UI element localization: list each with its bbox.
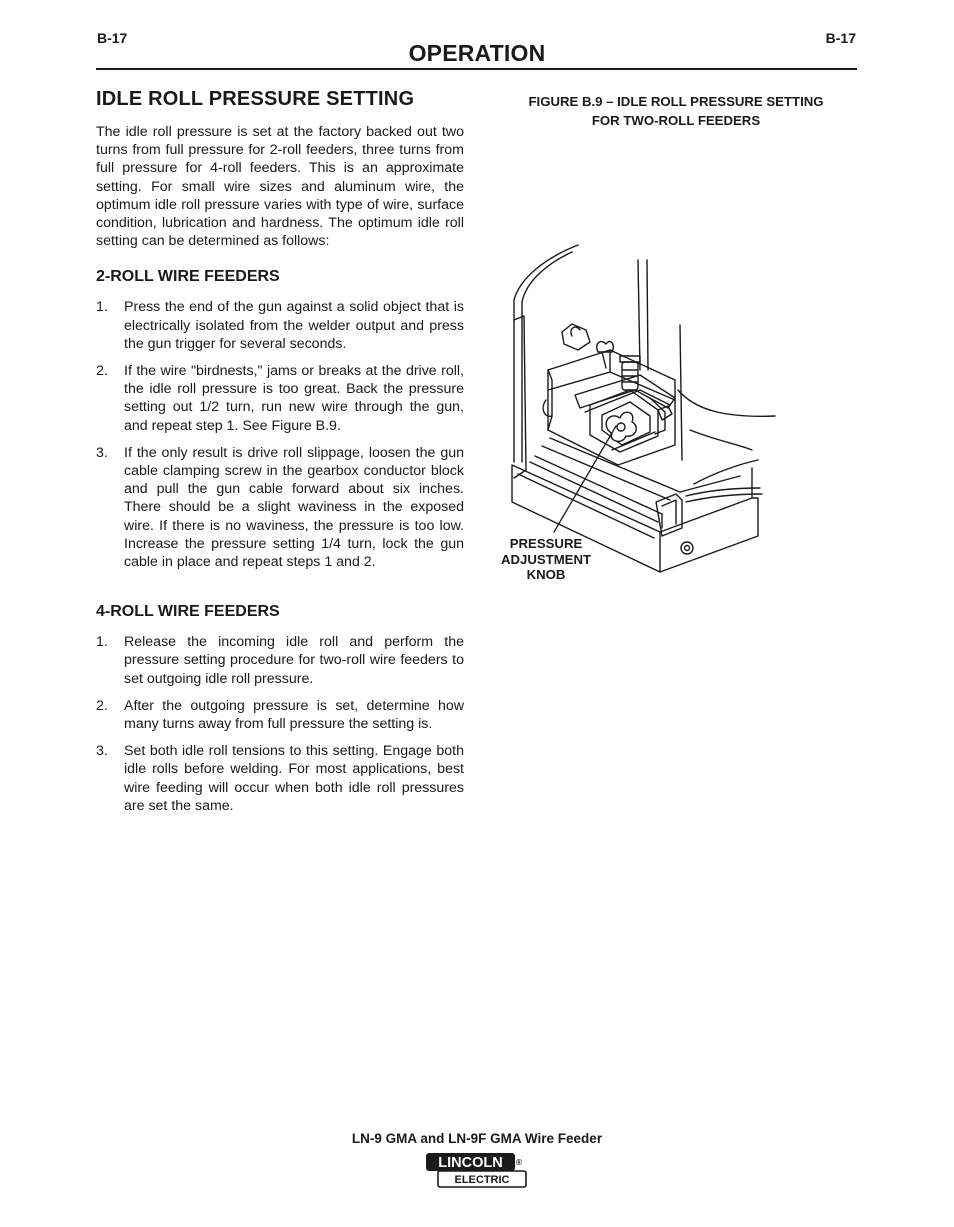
- step-text: Press the end of the gun against a solid object that is electrically isolated from the welder output and press the gun trigger for several seconds.: [124, 299, 464, 352]
- main-heading: IDLE ROLL PRESSURE SETTING: [96, 88, 415, 110]
- two-roll-steps: [96, 298, 464, 571]
- list-item: [96, 444, 464, 571]
- step-text: If the only result is drive roll slippage, loosen the gun cable clamping screw in the gearbox conductor block and pull the gun cable forward about six inches. There should be a slight waviness in the exposed wire. If there is no waviness, the pressure is too low. Increase the pressure setting 1/4 turn, lock the gun cable in place and repeat steps 1 and 2.: [124, 444, 464, 571]
- section-title: OPERATION: [408, 40, 546, 66]
- logo-top-text: LINCOLN: [438, 1155, 503, 1171]
- wire-feeder-illustration: [490, 240, 780, 580]
- footer-product-title: LN-9 GMA and LN-9F GMA Wire Feeder: [351, 1131, 603, 1146]
- label-line-2: ADJUSTMENT: [500, 551, 592, 567]
- step-number: 3.: [96, 743, 108, 760]
- two-roll-heading: 2-ROLL WIRE FEEDERS: [96, 268, 280, 286]
- step-number: 1.: [96, 299, 108, 316]
- list-item: [96, 742, 464, 815]
- step-number: 1.: [96, 634, 108, 651]
- step-text: If the wire "birdnests," jams or breaks at the drive roll, the idle roll pressure is too great. Back the pressure setting out 1/2 turn, run new wire through the gun, and repeat step 1. See Figure B.9.: [124, 363, 464, 434]
- figure-caption: [490, 92, 862, 130]
- step-number: 2.: [96, 363, 108, 380]
- figure-caption-line-2: FOR TWO-ROLL FEEDERS: [591, 113, 761, 128]
- step-text: After the outgoing pressure is set, determine how many turns away from full pressure the setting is.: [124, 697, 464, 733]
- four-roll-steps: [96, 633, 464, 815]
- left-column: [96, 88, 464, 824]
- list-item: [96, 298, 464, 353]
- lincoln-electric-logo: [425, 1152, 529, 1190]
- list-item: [96, 697, 464, 733]
- pressure-knob-label: [490, 536, 602, 583]
- step-text: Release the incoming idle roll and perform the pressure setting procedure for two-roll wire feeders to set outgoing idle roll pressure.: [124, 634, 464, 687]
- figure-caption-line-1: FIGURE B.9 – IDLE ROLL PRESSURE SETTING: [528, 94, 824, 109]
- step-number: 2.: [96, 697, 108, 714]
- list-item: [96, 633, 464, 688]
- page-number-left: B-17: [97, 30, 128, 46]
- header-rule: [96, 68, 857, 70]
- intro-paragraph: The idle roll pressure is set at the factory backed out two turns from full pressure for 2-roll feeders, three turns from full pressure for 4-roll feeders. This is an approximate setting. For small wire sizes and aluminum wire, the optimum idle roll pressure varies with type of wire, surface condition, lubrication and hardness. The optimum idle roll setting can be determined as follows:: [96, 124, 464, 250]
- logo-registered-mark: ®: [516, 1158, 522, 1167]
- label-line-1: PRESSURE: [509, 536, 583, 551]
- label-line-3: KNOB: [526, 567, 566, 582]
- step-text: Set both idle roll tensions to this setting. Engage both idle rolls before welding. For most applications, best wire feeding will occur when both idle roll pressures are set the same.: [124, 743, 464, 814]
- four-roll-heading: 4-ROLL WIRE FEEDERS: [96, 603, 280, 621]
- step-number: 3.: [96, 444, 108, 461]
- logo-bottom-text: ELECTRIC: [454, 1174, 510, 1186]
- list-item: [96, 362, 464, 435]
- page-number-right: B-17: [825, 30, 856, 46]
